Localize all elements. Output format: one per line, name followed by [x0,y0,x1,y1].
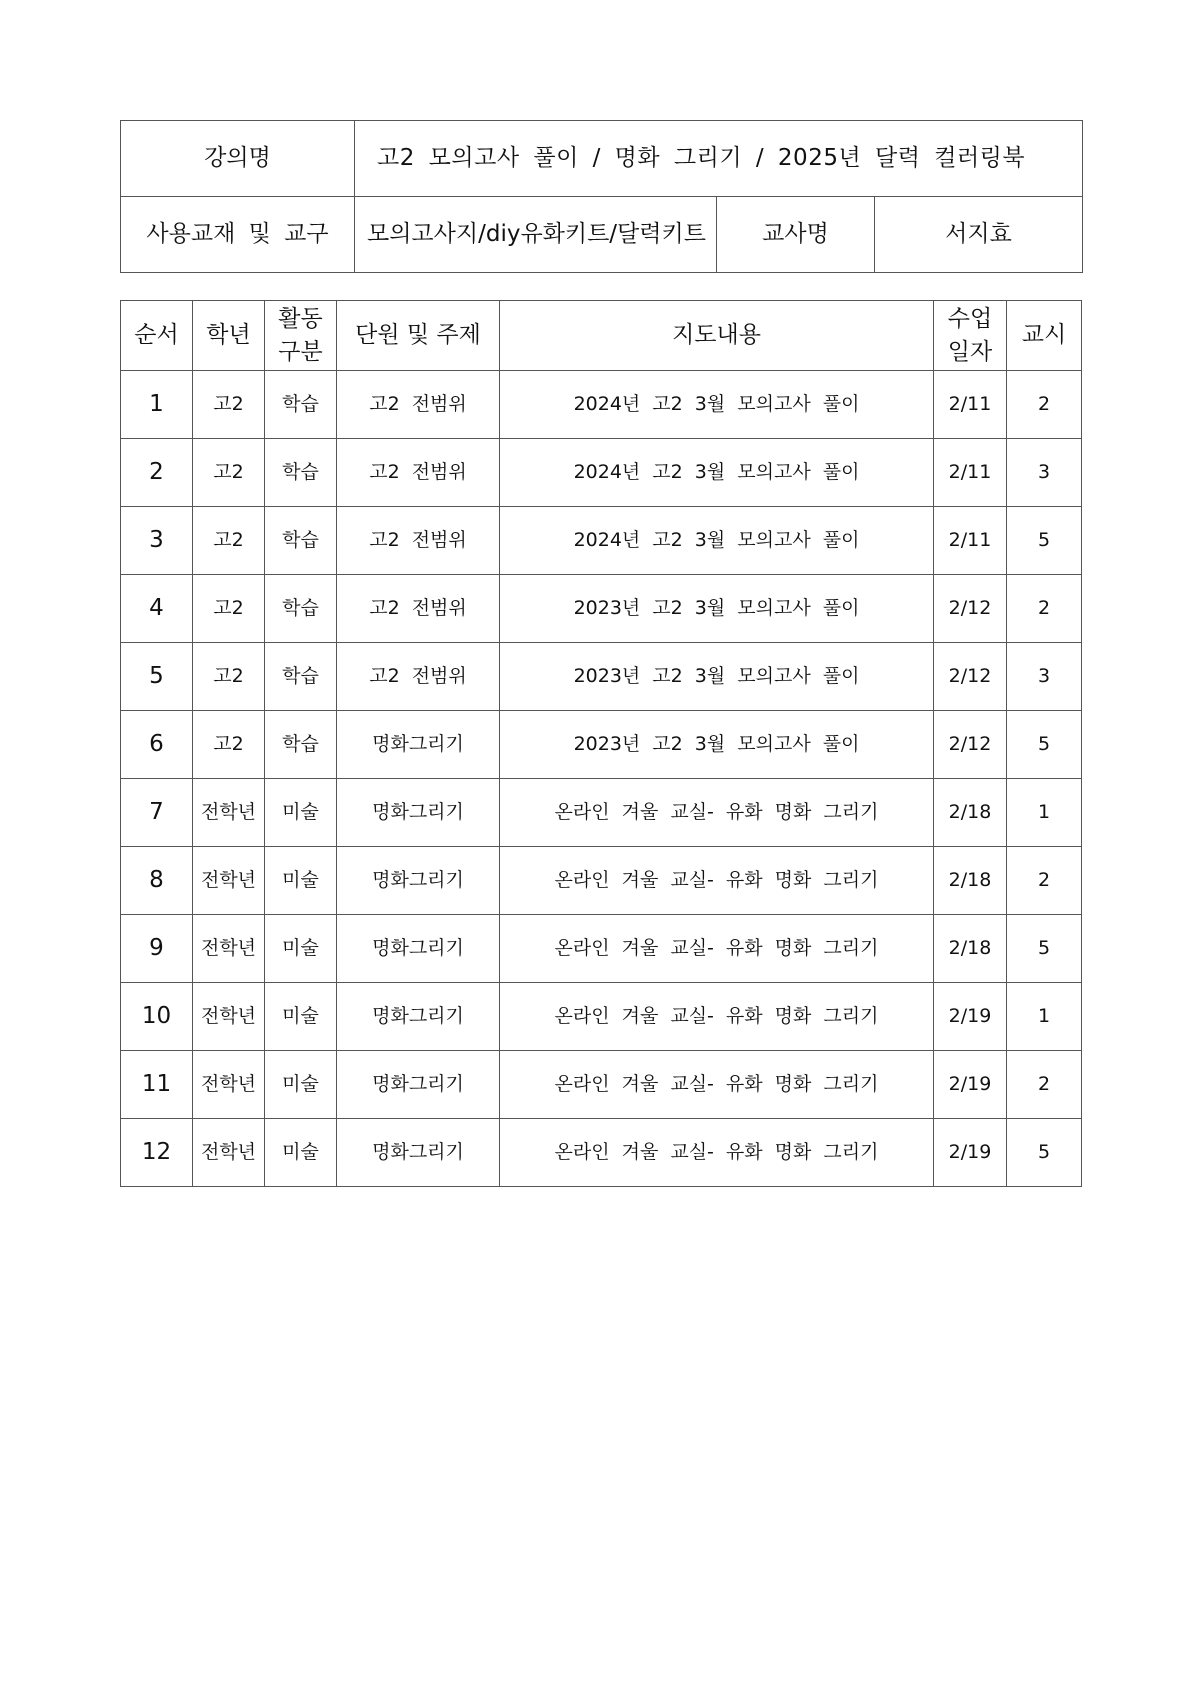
row-grade: 고2 [193,371,265,439]
row-seq: 8 [121,847,193,915]
row-unit: 고2 전범위 [337,507,500,575]
row-seq: 12 [121,1119,193,1187]
table-row [121,1119,1082,1187]
row-seq: 3 [121,507,193,575]
header-seq: 순서 [121,301,193,371]
table-row [121,711,1082,779]
row-period: 5 [1007,711,1082,779]
row-grade: 고2 [193,711,265,779]
row-activity: 학습 [265,507,337,575]
row-period: 1 [1007,983,1082,1051]
row-date: 2/18 [934,779,1007,847]
row-period: 5 [1007,507,1082,575]
row-unit: 명화그리기 [337,847,500,915]
row-activity: 학습 [265,575,337,643]
row-content: 2024년 고2 3월 모의고사 풀이 [500,439,934,507]
materials-label: 사용교재 및 교구 [121,197,355,273]
row-date: 2/11 [934,507,1007,575]
row-content: 2023년 고2 3월 모의고사 풀이 [500,711,934,779]
course-name-label: 강의명 [121,121,355,197]
row-grade: 고2 [193,575,265,643]
table-row [121,575,1082,643]
lesson-schedule-table [120,300,1082,1187]
row-unit: 명화그리기 [337,779,500,847]
row-grade: 고2 [193,643,265,711]
row-date: 2/19 [934,1119,1007,1187]
course-name-row [121,121,1083,197]
row-grade: 전학년 [193,779,265,847]
row-period: 5 [1007,915,1082,983]
row-date: 2/12 [934,643,1007,711]
row-content: 2024년 고2 3월 모의고사 풀이 [500,507,934,575]
row-seq: 2 [121,439,193,507]
row-period: 3 [1007,643,1082,711]
row-unit: 명화그리기 [337,915,500,983]
row-activity: 학습 [265,711,337,779]
row-content: 온라인 겨울 교실- 유화 명화 그리기 [500,847,934,915]
row-period: 5 [1007,1119,1082,1187]
row-grade: 전학년 [193,915,265,983]
row-content: 온라인 겨울 교실- 유화 명화 그리기 [500,1051,934,1119]
row-grade: 전학년 [193,1119,265,1187]
row-unit: 고2 전범위 [337,371,500,439]
row-activity: 학습 [265,643,337,711]
row-grade: 전학년 [193,847,265,915]
row-content: 온라인 겨울 교실- 유화 명화 그리기 [500,779,934,847]
row-seq: 1 [121,371,193,439]
row-date: 2/19 [934,983,1007,1051]
row-activity: 학습 [265,439,337,507]
row-unit: 고2 전범위 [337,575,500,643]
table-row [121,371,1082,439]
row-content: 온라인 겨울 교실- 유화 명화 그리기 [500,915,934,983]
row-seq: 10 [121,983,193,1051]
header-activity: 활동 구분 [265,301,337,371]
row-content: 2024년 고2 3월 모의고사 풀이 [500,371,934,439]
schedule-header-row [121,301,1082,371]
row-activity: 미술 [265,847,337,915]
header-content: 지도내용 [500,301,934,371]
row-grade: 전학년 [193,1051,265,1119]
table-row [121,643,1082,711]
row-activity: 학습 [265,371,337,439]
row-unit: 명화그리기 [337,1119,500,1187]
row-unit: 명화그리기 [337,711,500,779]
table-row [121,439,1082,507]
header-date: 수업 일자 [934,301,1007,371]
header-unit: 단원 및 주제 [337,301,500,371]
row-date: 2/19 [934,1051,1007,1119]
course-info-table [120,120,1083,273]
row-period: 3 [1007,439,1082,507]
row-activity: 미술 [265,779,337,847]
header-period: 교시 [1007,301,1082,371]
row-activity: 미술 [265,983,337,1051]
course-name-value: 고2 모의고사 풀이 / 명화 그리기 / 2025년 달력 컬러링북 [355,121,1083,197]
table-row [121,983,1082,1051]
row-seq: 7 [121,779,193,847]
row-content: 온라인 겨울 교실- 유화 명화 그리기 [500,1119,934,1187]
row-content: 2023년 고2 3월 모의고사 풀이 [500,643,934,711]
row-date: 2/11 [934,371,1007,439]
materials-row [121,197,1083,273]
row-date: 2/12 [934,575,1007,643]
row-grade: 전학년 [193,983,265,1051]
row-activity: 미술 [265,1119,337,1187]
row-date: 2/12 [934,711,1007,779]
row-period: 2 [1007,575,1082,643]
row-unit: 명화그리기 [337,1051,500,1119]
materials-value: 모의고사지/diy유화키트/달력키트 [355,197,717,273]
row-activity: 미술 [265,915,337,983]
row-seq: 5 [121,643,193,711]
row-grade: 고2 [193,439,265,507]
row-period: 2 [1007,1051,1082,1119]
table-row [121,779,1082,847]
table-row [121,507,1082,575]
row-unit: 명화그리기 [337,983,500,1051]
row-seq: 9 [121,915,193,983]
row-date: 2/18 [934,915,1007,983]
row-period: 2 [1007,847,1082,915]
table-row [121,847,1082,915]
row-date: 2/11 [934,439,1007,507]
row-content: 2023년 고2 3월 모의고사 풀이 [500,575,934,643]
row-seq: 11 [121,1051,193,1119]
header-grade: 학년 [193,301,265,371]
row-period: 2 [1007,371,1082,439]
row-grade: 고2 [193,507,265,575]
teacher-value: 서지효 [875,197,1083,273]
row-unit: 고2 전범위 [337,643,500,711]
row-activity: 미술 [265,1051,337,1119]
row-date: 2/18 [934,847,1007,915]
row-unit: 고2 전범위 [337,439,500,507]
row-seq: 6 [121,711,193,779]
teacher-label: 교사명 [717,197,875,273]
row-content: 온라인 겨울 교실- 유화 명화 그리기 [500,983,934,1051]
row-period: 1 [1007,779,1082,847]
row-seq: 4 [121,575,193,643]
table-row [121,915,1082,983]
table-row [121,1051,1082,1119]
